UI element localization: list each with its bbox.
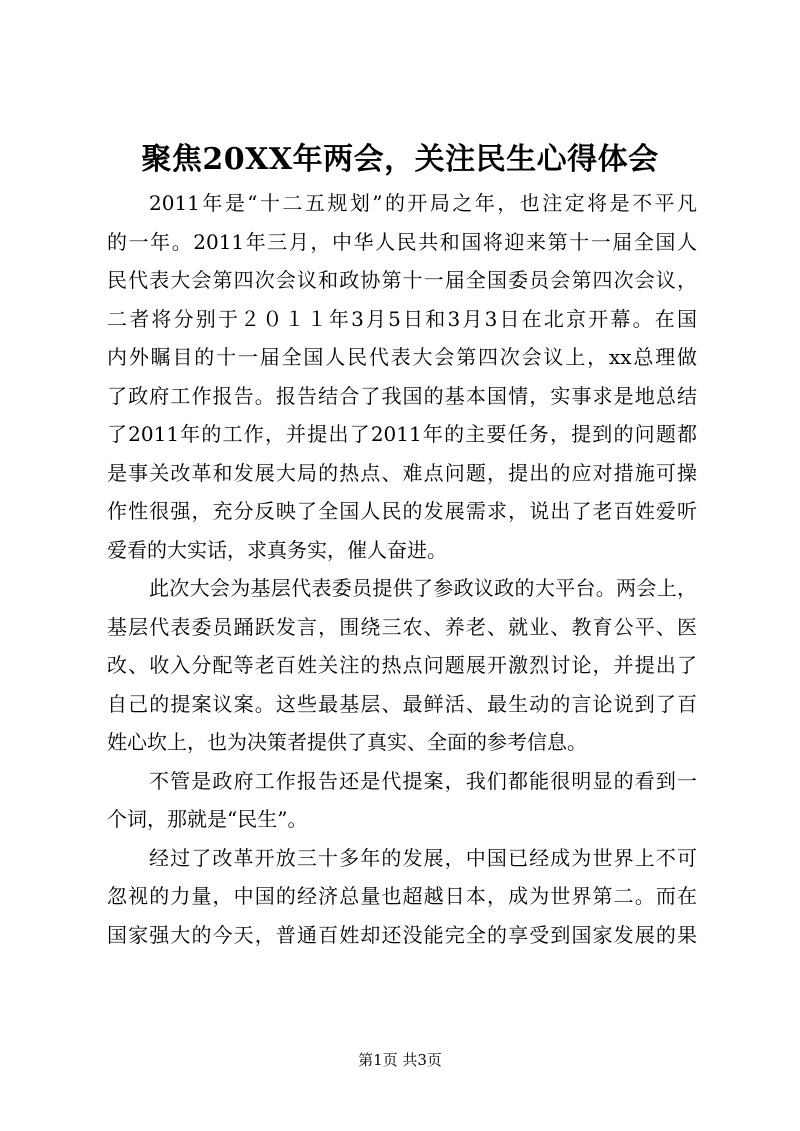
paragraph-line: 2011年是“十二五规划”的开局之年，也注定将是不平凡 <box>149 191 697 215</box>
page-footer: 第1页 共3页 <box>358 1051 442 1069</box>
paragraph-2 <box>107 569 697 762</box>
paragraph-line: 基层代表委员踊跃发言，围绕三农、养老、就业、教育公平、医 <box>107 614 697 639</box>
paragraph-line: 民代表大会第四次会议和政协第十一届全国委员会第四次会议， <box>107 268 697 292</box>
paragraph-line: 内外瞩目的十一届全国人民代表大会第四次会议上，xx总理做 <box>107 345 697 369</box>
paragraph-line: 不管是政府工作报告还是代提案，我们都能很明显的看到一 <box>149 768 697 793</box>
document-body <box>107 184 697 954</box>
paragraph-line: 经过了改革开放三十多年的发展，中国已经成为世界上不可 <box>149 845 697 870</box>
paragraph-line: 是事关改革和发展大局的热点、难点问题，提出的应对措施可操 <box>107 460 697 485</box>
paragraph-line: 此次大会为基层代表委员提供了参政议政的大平台。两会上， <box>149 576 697 600</box>
paragraph-line: 自己的提案议案。这些最基层、最鲜活、最生动的言论说到了百 <box>107 691 697 716</box>
paragraph-line: 爱看的大实话，求真务实，催人奋进。 <box>107 537 447 562</box>
paragraph-line: 的一年。2011年三月，中华人民共和国将迎来第十一届全国人 <box>107 229 697 254</box>
paragraph-4 <box>107 839 697 955</box>
document-title: 聚焦20XX年两会，关注民生心得体会 <box>141 142 659 177</box>
paragraph-1 <box>107 184 697 569</box>
paragraph-line: 改、收入分配等老百姓关注的热点问题展开激烈讨论，并提出了 <box>107 653 697 677</box>
paragraph-line: 个词，那就是“民生”。 <box>107 807 308 831</box>
paragraph-line: 国家强大的今天，普通百姓却还没能完全的享受到国家发展的果 <box>107 922 697 947</box>
paragraph-line: 姓心坎上，也为决策者提供了真实、全面的参考信息。 <box>107 730 587 754</box>
paragraph-line: 作性很强，充分反映了全国人民的发展需求，说出了老百姓爱听 <box>107 499 697 523</box>
paragraph-3 <box>107 762 697 839</box>
paragraph-line: 忽视的力量，中国的经济总量也超越日本，成为世界第二。而在 <box>107 884 697 908</box>
paragraph-line: 了政府工作报告。报告结合了我国的基本国情，实事求是地总结 <box>107 383 697 408</box>
paragraph-line: 了2011年的工作，并提出了2011年的主要任务，提到的问题都 <box>107 422 697 446</box>
paragraph-line: 二者将分别于２０１１年3月5日和3月3日在北京开幕。在国 <box>107 306 697 331</box>
